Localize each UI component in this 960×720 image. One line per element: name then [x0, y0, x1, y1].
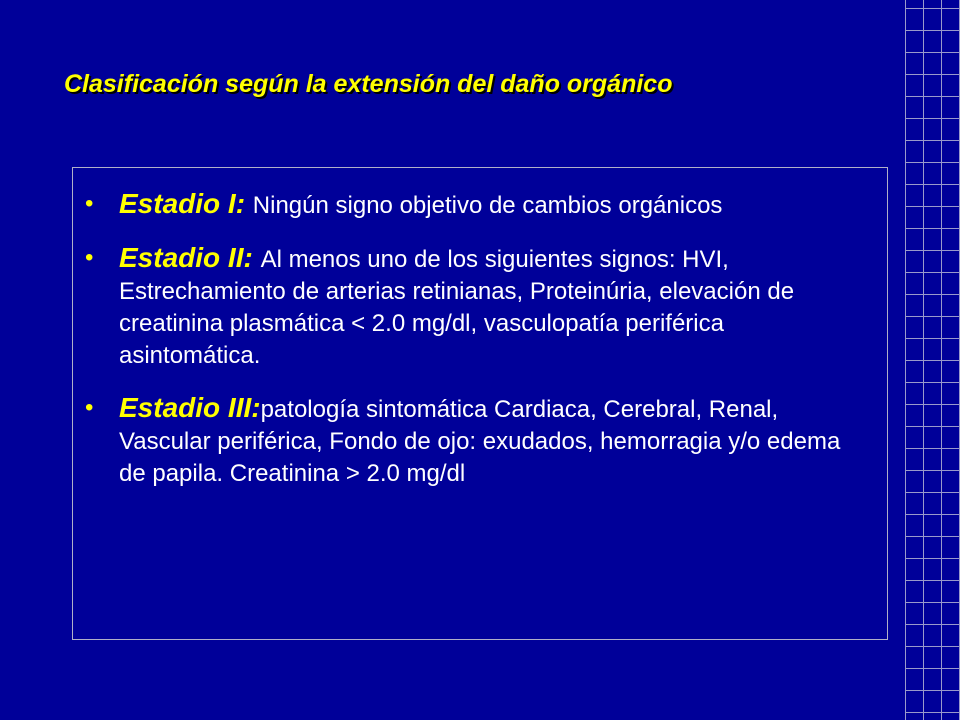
content-box	[72, 167, 888, 640]
slide-title: Clasificación según la extensión del daño orgánico	[64, 70, 673, 98]
bullet-icon: •	[85, 394, 94, 421]
bullet-text: patología sintomática Cardiaca, Cerebral, Renal, Vascular periférica, Fondo de ojo: exudados, hemorragia y/o edema de papila. Creatinina > 2.0 mg/dl	[119, 396, 841, 487]
decorative-grid-strip	[905, 0, 960, 720]
bullet-icon: •	[85, 244, 94, 271]
bullet-term: Estadio I:	[119, 188, 253, 219]
bullet-text: Ningún signo objetivo de cambios orgánicos	[252, 192, 723, 219]
bullet-item-estadio-3	[73, 392, 863, 490]
bullet-text: Al menos uno de los siguientes signos: HVI, Estrechamiento de arterias retinianas, Proteinúria, elevación de creatinina plasmática < 2.0 mg/dl, vasculopatía periférica asintomática.	[119, 246, 795, 369]
bullet-term: Estadio II:	[119, 242, 261, 273]
bullet-icon: •	[85, 190, 94, 217]
bullet-term: Estadio III:	[119, 392, 261, 423]
bullet-list	[73, 188, 863, 510]
bullet-item-estadio-1	[73, 188, 863, 222]
bullet-item-estadio-2	[73, 242, 863, 372]
